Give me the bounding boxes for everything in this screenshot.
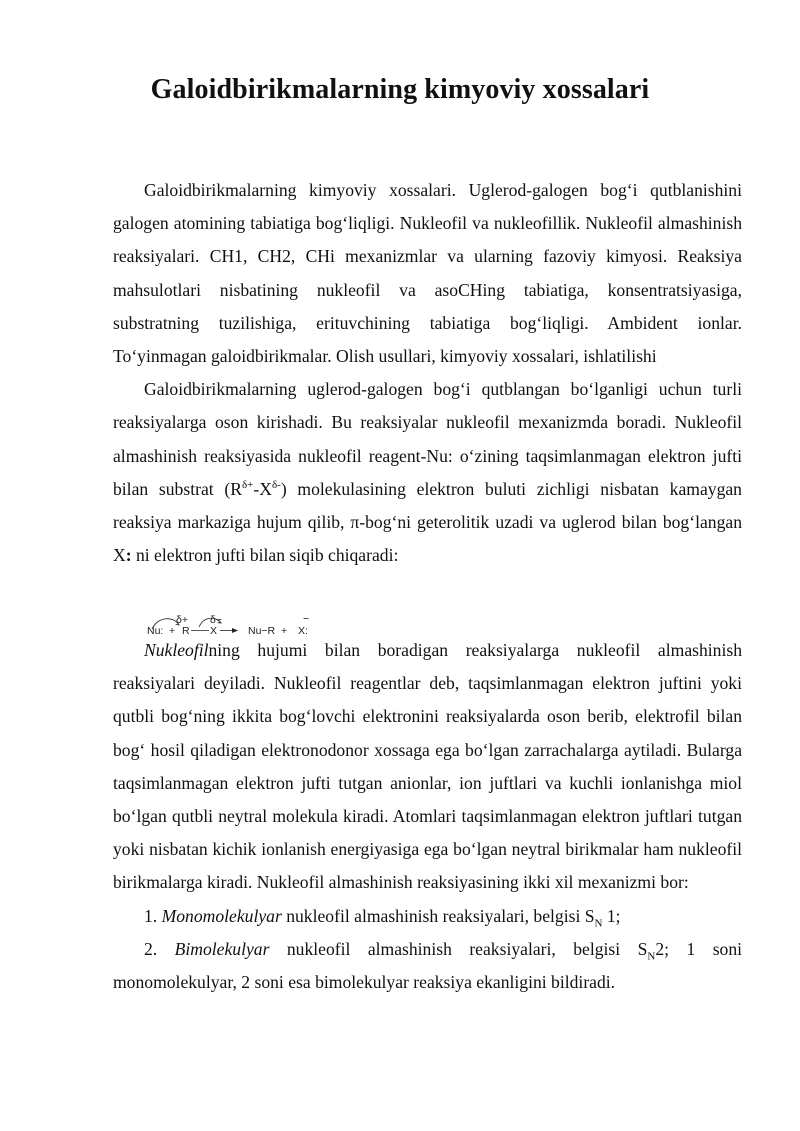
nucleophile-label: Nu: [147, 625, 164, 637]
text-run: nukleofil almashinish reaksiyalari, belgisi S [281, 905, 595, 926]
text-run: ning hujumi bilan boradigan reaksiyalarga nukleofil almashinish reaksiyalari deyiladi. Nukleofil reagentlar deb, taqsimlanmagan elektron juftini yoki qutbli bog‘ning ikkita bog‘lovchi elektronini reaksiyalarda oson berib, elektrofil bilan bog‘ hosil qiladigan elektronodonor xossaga ega bo‘lgan zarrachalarga aytiladi. Bularga taqsimlanmagan elektron jufti tutgan anionlar, ion juftlari va kuchli ionlanishga miol bo‘lgan qutbli neytral molekula kiradi. Atomlari taqsimlanmagan elektron juftlari tutgan yoki nisbatan kichik ionlanish energiyasiga ega bo‘lgan neytral birikmalar ham nukleofil birikmalarga kiradi. Nukleofil almashinish reaksiyasining ikki xil mexanizmi bor: [113, 640, 742, 893]
x-atom-label: X [210, 625, 218, 637]
list-item-sn2 [113, 933, 742, 999]
paragraph-nucleophile-definition [113, 634, 742, 900]
list-number: 1. [144, 905, 158, 926]
text-run: -X [253, 478, 272, 499]
list-item-sn1 [113, 900, 742, 933]
halide-anion-label: X: [298, 625, 308, 637]
text-run: ni elektron jufti bilan siqib chiqaradi: [131, 545, 399, 566]
product-nu-r: Nu−R [248, 625, 276, 637]
anion-charge: − [303, 613, 310, 625]
italic-term: Monomolekulyar [161, 905, 282, 926]
list-number: 2. [144, 938, 158, 959]
delta-plus-label: δ+ [176, 614, 188, 626]
paragraph-intro: Galoidbirikmalarning kimyoviy xossalari. Uglerod-galogen bog‘i qutblanishini galogen atomining tabiatiga bog‘liqligi. Nukleofil va nukleofillik. Nukleofil almashinish reaksiyalari. CH1, CH2, CHi mexanizmlar va ularning fazoviy kimyosi. Reaksiya mahsulotlari nisbatining nukleofil va asoCHing tabiatiga, konsentratsiyasiga, substratning tuzilishiga, erituvchining tabiatiga bog‘liqligi. Ambident ionlar. To‘yinmagan galoidbirikmalar. Olish usullari, kimyoviy xossalari, ishlatilishi [113, 180, 742, 367]
italic-term: Bimolekulyar [174, 938, 270, 959]
text-run: 2; 1 soni monomolekulyar, 2 soni esa bimolekulyar reaksiya ekanligini bildiradi. [113, 938, 743, 993]
text-run: 1; [602, 905, 621, 926]
italic-term: Nukleofil [144, 640, 209, 660]
superscript-delta-minus: δ- [271, 478, 281, 491]
superscript-delta-plus: δ+ [241, 478, 254, 491]
text-block-bottom [113, 634, 742, 999]
delta-minus-label: δ− [210, 614, 222, 626]
text-run: nukleofil almashinish reaksiyalari, belgisi S [269, 938, 648, 959]
subscript-n: N [647, 950, 656, 963]
reaction-arrowhead [232, 628, 238, 633]
bold-colon: : [125, 545, 132, 566]
text-block-top [113, 174, 742, 572]
plus-sign: + [281, 625, 288, 637]
subscript-n: N [594, 917, 603, 930]
plus-sign: + [169, 625, 176, 637]
page-title: Galoidbirikmalarning kimyoviy xossalari [150, 74, 650, 105]
text-run: ) molekulasining elektron buluti zichligi nisbatan kamaygan reaksiya markaziga hujum qilib, π-bog‘ni geterolitik uzadi va uglerod bilan bog‘langan X [113, 478, 742, 566]
paragraph-polarization [113, 373, 742, 572]
text-run: Galoidbirikmalarning uglerod-galogen bog‘i qutblangan bo‘lganligi uchun turli reaksiyalarga oson kirishadi. Bu reaksiyalar nukleofil mexanizmda boradi. Nukleofil almashinish reaksiyasida nukleofil reagent-Nu: o‘zining taqsimlanmagan elektron jufti bilan substrat (R [113, 379, 742, 499]
r-atom-label: R [182, 625, 190, 637]
